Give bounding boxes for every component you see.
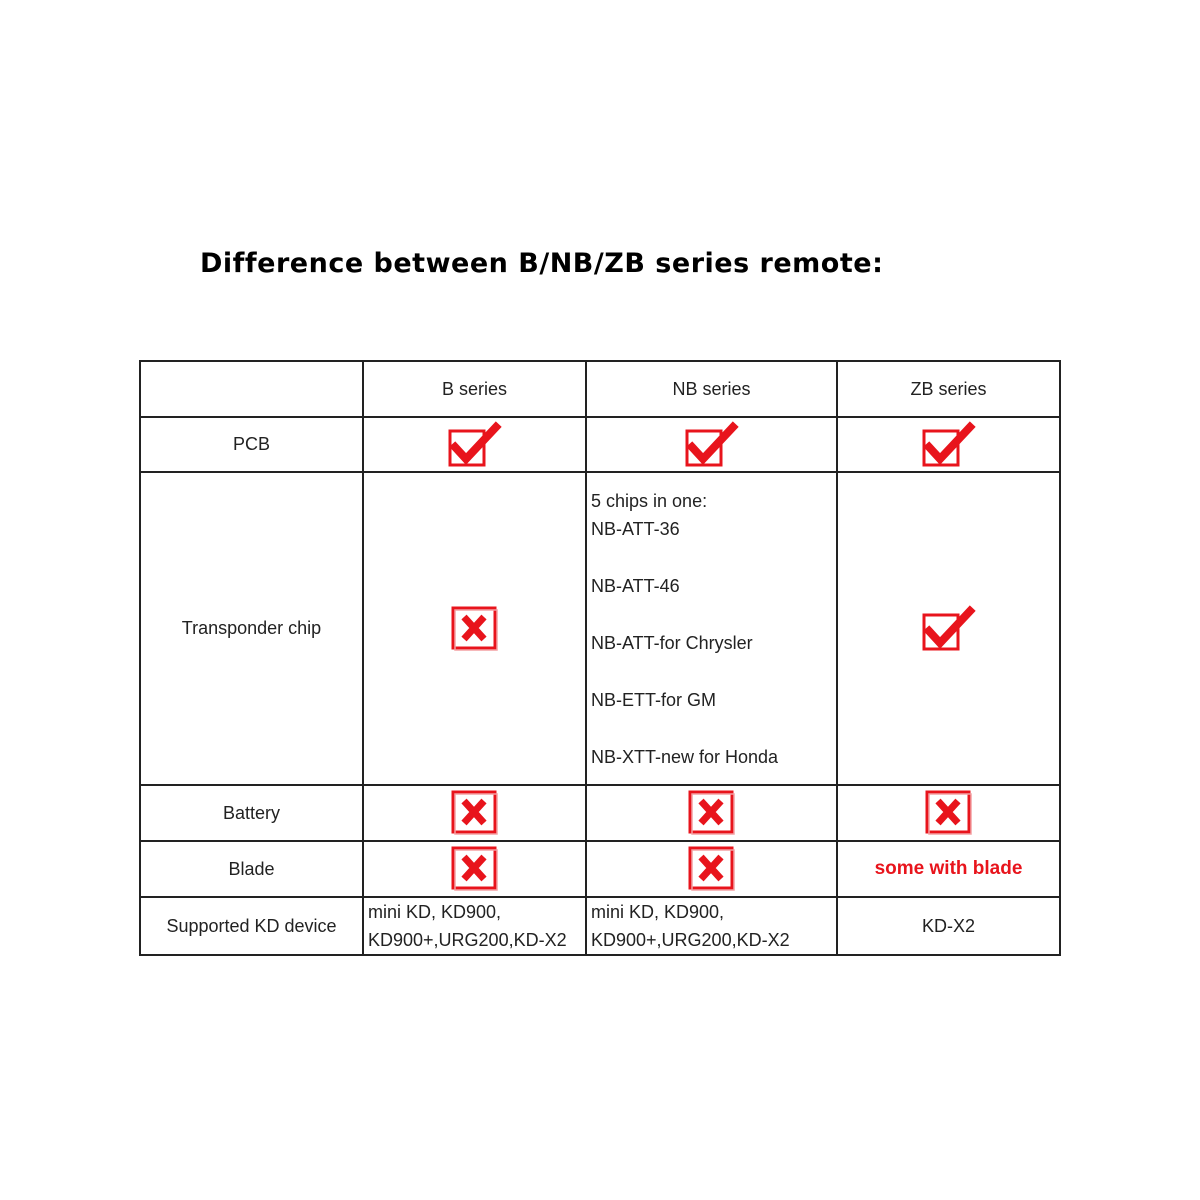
cell-battery-b xyxy=(363,785,586,841)
cell-transponder-b xyxy=(363,472,586,785)
cell-blade-nb xyxy=(586,841,837,897)
header-b-series: B series xyxy=(363,361,586,417)
checkmark-icon xyxy=(447,421,503,469)
cross-icon xyxy=(688,790,736,836)
cell-blade-zb xyxy=(837,841,1060,897)
checkmark-icon xyxy=(684,421,740,469)
cross-icon xyxy=(925,790,973,836)
device-line: KD900+,URG200,KD-X2 xyxy=(591,930,790,950)
header-row xyxy=(140,361,1060,417)
cross-icon xyxy=(688,846,736,892)
cross-icon xyxy=(451,790,499,836)
row-label-battery: Battery xyxy=(140,785,363,841)
blade-note: some with blade xyxy=(874,858,1023,879)
chip-list-intro: 5 chips in one: xyxy=(591,490,708,511)
cell-pcb-zb xyxy=(837,417,1060,472)
row-label-blade: Blade xyxy=(140,841,363,897)
cross-icon xyxy=(451,606,499,652)
header-nb-series: NB series xyxy=(586,361,837,417)
cell-battery-nb xyxy=(586,785,837,841)
cell-devices-b xyxy=(363,897,586,955)
chip-list xyxy=(587,490,836,768)
chip-item: NB-XTT-new for Honda xyxy=(591,746,779,767)
device-list-b xyxy=(364,898,585,954)
device-line: mini KD, KD900, xyxy=(591,902,725,922)
cell-blade-b xyxy=(363,841,586,897)
row-transponder-chip xyxy=(140,472,1060,785)
cell-transponder-nb xyxy=(586,472,837,785)
cross-icon xyxy=(451,846,499,892)
row-blade xyxy=(140,841,1060,897)
chip-item: NB-ATT-36 xyxy=(591,518,680,539)
cell-devices-nb xyxy=(586,897,837,955)
device-line: KD900+,URG200,KD-X2 xyxy=(368,930,567,950)
row-battery xyxy=(140,785,1060,841)
header-zb-series: ZB series xyxy=(837,361,1060,417)
row-pcb xyxy=(140,417,1060,472)
cell-battery-zb xyxy=(837,785,1060,841)
cell-pcb-nb xyxy=(586,417,837,472)
header-corner xyxy=(140,361,363,417)
chip-item: NB-ATT-46 xyxy=(591,575,680,596)
chip-item: NB-ATT-for Chrysler xyxy=(591,632,753,653)
cell-pcb-b xyxy=(363,417,586,472)
cell-devices-zb: KD-X2 xyxy=(837,897,1060,955)
row-label-transponder-chip: Transponder chip xyxy=(140,472,363,785)
row-supported-device xyxy=(140,897,1060,955)
chip-item: NB-ETT-for GM xyxy=(591,689,716,710)
row-label-supported-device: Supported KD device xyxy=(140,897,363,955)
comparison-table xyxy=(139,360,1061,956)
checkmark-icon xyxy=(921,605,977,653)
checkmark-icon xyxy=(921,421,977,469)
page-title: Difference between B/NB/ZB series remote: xyxy=(200,248,884,279)
row-label-pcb: PCB xyxy=(140,417,363,472)
device-line: mini KD, KD900, xyxy=(368,902,502,922)
cell-transponder-zb xyxy=(837,472,1060,785)
device-list-nb xyxy=(587,898,836,954)
